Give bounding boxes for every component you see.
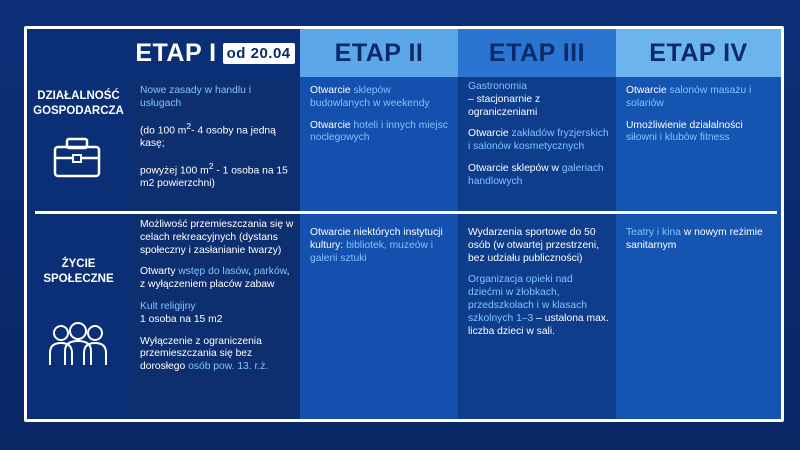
business-etap1-text3: powyżej 100 $m^2 - 1$ osoba na 15 m2 powierzchni)	[140, 160, 288, 189]
header-etap-3	[458, 29, 616, 77]
business-etap3-text1: Gastronomia – stacjonarnie z ograniczeniami	[468, 81, 541, 118]
header-etap-2	[300, 29, 458, 77]
row-label-social-line2: SPOŁECZNE	[43, 273, 114, 285]
cell-social-etap-3	[468, 227, 610, 347]
business-etap4-text2: Umożliwienie działalności siłowni i klubów fitness	[626, 119, 743, 144]
business-etap4-text1: Otwarcie salonów masażu i solariów	[626, 85, 752, 109]
people-icon	[47, 321, 109, 372]
cell-business-etap-3	[468, 81, 610, 198]
social-etap1-text1: Możliwość przemieszczania się w celach rekreacyjnych (dystans społeczny i zasłanianie twarzy)	[140, 219, 294, 256]
header-etap-1-title: ETAP I	[135, 38, 217, 67]
cell-social-etap-2	[310, 227, 452, 274]
business-etap1-text2: (do 100 $m^2-$ 4 osoby na jedną kasę;	[140, 120, 276, 149]
cell-business-etap-1	[140, 85, 294, 200]
stages-table	[24, 26, 784, 422]
social-etap1-text2: Otwarty wstęp do lasów, parków, z wyłączeniem placów zabaw	[140, 266, 290, 291]
business-etap2-text1: Otwarcie sklepów budowlanych w weekendy	[310, 85, 430, 109]
row-divider	[35, 211, 777, 214]
row-label-social	[27, 257, 130, 287]
social-etap1-text3: Kult religijny 1 osoba na 15 m2	[140, 300, 223, 325]
social-etap3-text1: Wydarzenia sportowe do 50 osób (w otwartej przestrzeni, bez udziału publiczności)	[468, 227, 600, 264]
row-label-business-line2: GOSPODARCZA	[33, 105, 124, 117]
social-etap2-text1: Otwarcie niektórych instytucji kultury: bibliotek, muzeów i galerii sztuki	[310, 227, 443, 264]
business-etap3-text2: Otwarcie zakładów fryzjerskich i salonów kosmetycznych	[468, 128, 609, 153]
business-etap2-text2: Otwarcie hoteli i innych miejsc noclegowych	[310, 119, 448, 144]
cell-business-etap-4	[626, 85, 774, 154]
cell-social-etap-1	[140, 219, 294, 383]
cell-social-etap-4	[626, 227, 774, 262]
header-etap-4-title: ETAP IV	[649, 38, 748, 67]
header-etap-4	[616, 29, 781, 77]
social-etap4-text1: Teatry i kina w nowym reżimie sanitarnym	[626, 227, 763, 251]
social-etap3-text2: Organizacja opieki nad dziećmi w żłobkach, przedszkolach i w klasach szkolnych 1–3 – ustalona max. liczba dzieci w sali.	[468, 274, 609, 337]
row-label-social-line1: ŻYCIE	[61, 258, 96, 270]
header-etap-3-title: ETAP III	[488, 38, 586, 67]
row-label-business-line1: DZIAŁALNOŚĆ	[37, 90, 120, 102]
row-label-business	[27, 89, 130, 119]
header-etap-2-title: ETAP II	[334, 38, 424, 67]
social-etap1-text4: Wyłączenie z ograniczenia przemieszczania się bez dorosłego osób pow. 13. r.ż.	[140, 335, 269, 373]
header-etap-1-date: od 20.04	[223, 43, 295, 64]
cell-business-etap-2	[310, 85, 452, 154]
business-etap1-text1: Nowe zasady w handlu i usługach	[140, 85, 252, 109]
business-etap3-text3: Otwarcie sklepów w galeriach handlowych	[468, 162, 604, 187]
briefcase-icon	[52, 137, 102, 184]
header-etap-1	[130, 29, 300, 77]
